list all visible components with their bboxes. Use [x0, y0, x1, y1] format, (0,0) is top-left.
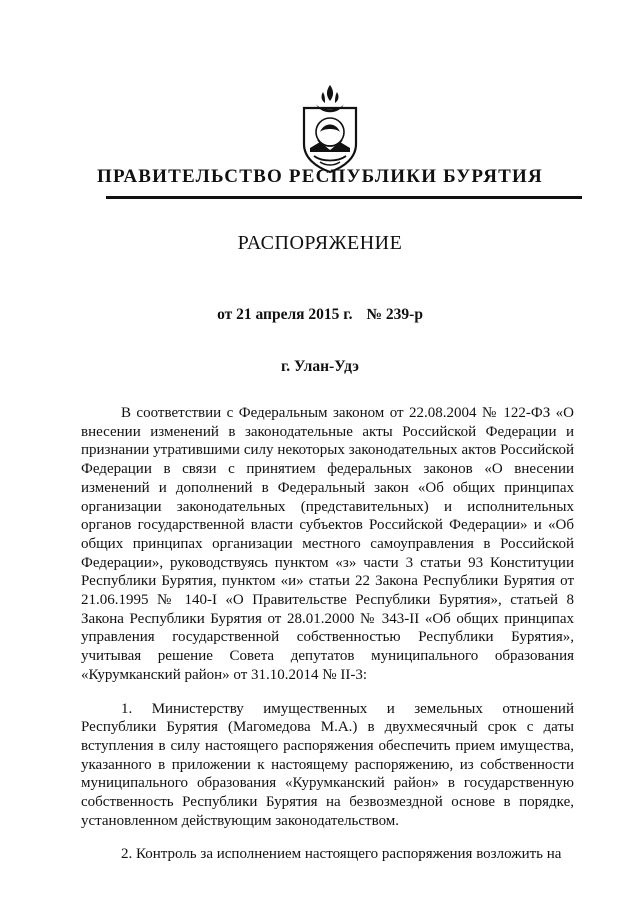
clause-1-paragraph: 1. Министерству имущественных и земельных отношений Республики Бурятия (Магомедова М.А.) в двухмесячный срок с даты вступления в силу настоящего распоряжения обеспечить прием имущества, указанного в приложении к настоящему распоряжению, из собственности муниципального образования «Курумканский район» в государственную собственность Республики Бурятия на безвозмездной основе в порядке, установленном действующим законодательством.	[81, 700, 574, 829]
document-date: от 21 апреля 2015 г.	[217, 306, 353, 323]
organization-title: ПРАВИТЕЛЬСТВО РЕСПУБЛИКИ БУРЯТИЯ	[97, 166, 543, 187]
document-city: г. Улан-Удэ	[280, 358, 359, 375]
coat-of-arms-buryatia-icon	[294, 82, 366, 174]
document-body	[81, 404, 574, 879]
document-number: № 239-р	[366, 306, 423, 323]
document-date-number	[60, 306, 580, 324]
clause-2-paragraph: 2. Контроль за исполнением настоящего распоряжения возложить на	[121, 846, 562, 863]
preamble-paragraph: В соответствии с Федеральным законом от 22.08.2004 № 122-ФЗ «О внесении изменений в законодательные акты Российской Федерации и признании утратившими силу некоторых законодательных актов Российской Федерации в связи с принятием федеральных законов «О внесении изменений и дополнений в Федеральный закон «Об общих принципах организации законодательных (представительных) и исполнительных органов государственной власти субъектов Российской Федерации» и «Об общих принципах организации местного самоуправления в Российской Федерации», руководствуясь пунктом «з» части 3 статьи 93 Конституции Республики Бурятия, пунктом «и» статьи 22 Закона Республики Бурятия от 21.06.1995 № 140-I «О Правительстве Республики Бурятия», статьей 8 Закона Республики Бурятия от 28.01.2000 № 343-II «Об общих принципах управления государственной собственностью Республики Бурятия», учитывая решение Совета депутатов муниципального образования «Курумканский район» от 31.10.2014 № II-3:	[81, 405, 574, 683]
header-divider	[106, 196, 582, 199]
document-type-title: РАСПОРЯЖЕНИЕ	[237, 232, 403, 254]
